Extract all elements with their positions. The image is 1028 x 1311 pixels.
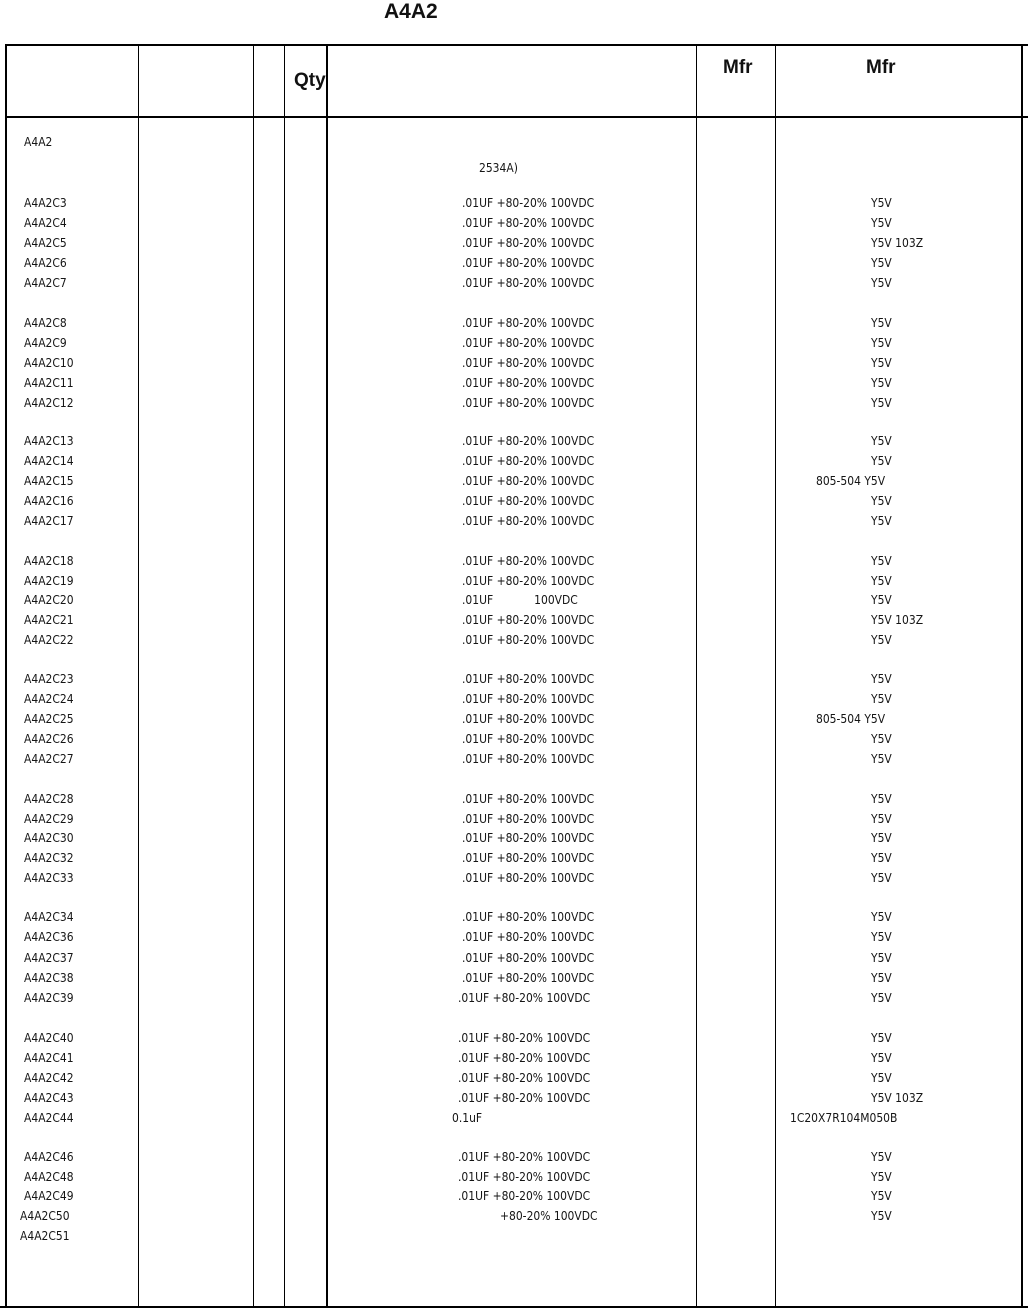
description: .01UF +80-20% 100VDC — [462, 473, 595, 488]
ref-designator: A4A2C49 — [24, 1188, 74, 1203]
mfr-part-number: Y5V — [871, 355, 892, 370]
mfr-part-number: 1C20X7R104M050B — [790, 1110, 898, 1125]
mfr-part-number: Y5V — [871, 1188, 892, 1203]
mfr-part-number: Y5V 103Z — [871, 612, 924, 627]
ref-designator: A4A2C7 — [24, 275, 67, 290]
description: .01UF +80-20% 100VDC — [462, 255, 595, 270]
description: .01UF +80-20% 100VDC — [462, 751, 595, 766]
description: .01UF +80-20% 100VDC — [462, 632, 595, 647]
description: .01UF +80-20% 100VDC — [458, 1050, 591, 1065]
mfr-part-number: Y5V — [871, 791, 892, 806]
ref-designator: A4A2C14 — [24, 453, 74, 468]
mfr-part-number: Y5V — [871, 990, 892, 1005]
mfr-part-number: Y5V — [871, 553, 892, 568]
description: .01UF 100VDC — [462, 592, 578, 607]
description: .01UF +80-20% 100VDC — [462, 830, 595, 845]
ref-designator: A4A2C6 — [24, 255, 67, 270]
ref-designator: A4A2C33 — [24, 870, 74, 885]
mfr-part-number: Y5V — [871, 315, 892, 330]
page-title: A4A2 — [384, 0, 438, 23]
mfr-part-number: Y5V — [871, 215, 892, 230]
ref-designator: A4A2C4 — [24, 215, 67, 230]
ref-designator: A4A2C13 — [24, 433, 74, 448]
mfr-part-number: Y5V — [871, 255, 892, 270]
description: .01UF +80-20% 100VDC — [462, 929, 595, 944]
mfr-part-number: Y5V 103Z — [871, 235, 924, 250]
mfr-part-number: Y5V — [871, 1030, 892, 1045]
description: .01UF +80-20% 100VDC — [462, 215, 595, 230]
ref-designator: A4A2C17 — [24, 513, 74, 528]
ref-designator: A4A2C43 — [24, 1090, 74, 1105]
ref-designator: A4A2C42 — [24, 1070, 74, 1085]
description: .01UF +80-20% 100VDC — [462, 235, 595, 250]
description: .01UF +80-20% 100VDC — [462, 195, 595, 210]
mfr-part-number: Y5V — [871, 1070, 892, 1085]
ref-designator: A4A2C37 — [24, 950, 74, 965]
ref-designator: A4A2C25 — [24, 711, 74, 726]
description: 0.1uF — [452, 1110, 483, 1125]
description: .01UF +80-20% 100VDC — [462, 453, 595, 468]
mfr-part-number: Y5V — [871, 811, 892, 826]
description: .01UF +80-20% 100VDC — [462, 335, 595, 350]
mfr-part-number: Y5V — [871, 592, 892, 607]
mfr-part-number: Y5V — [871, 632, 892, 647]
ref-designator: A4A2C26 — [24, 731, 74, 746]
description: .01UF +80-20% 100VDC — [462, 513, 595, 528]
mfr-part-number: Y5V — [871, 1149, 892, 1164]
mfr-part-number: Y5V — [871, 1050, 892, 1065]
description: .01UF +80-20% 100VDC — [462, 315, 595, 330]
mfr-part-number: Y5V — [871, 909, 892, 924]
qty-column-header: Qty — [294, 70, 326, 91]
ref-designator: A4A2C28 — [24, 791, 74, 806]
ref-designator: A4A2C27 — [24, 751, 74, 766]
mfr-part-number: Y5V — [871, 929, 892, 944]
ref-designator: A4A2 — [24, 134, 53, 149]
description: .01UF +80-20% 100VDC — [462, 731, 595, 746]
description: .01UF +80-20% 100VDC — [462, 671, 595, 686]
description: 2534A) — [479, 160, 518, 175]
ref-designator: A4A2C30 — [24, 830, 74, 845]
description: .01UF +80-20% 100VDC — [458, 1090, 591, 1105]
mfr-part-number: Y5V 103Z — [871, 1090, 924, 1105]
ref-designator: A4A2C36 — [24, 929, 74, 944]
mfr-part-number: Y5V — [871, 493, 892, 508]
ref-designator: A4A2C29 — [24, 811, 74, 826]
description: .01UF +80-20% 100VDC — [462, 950, 595, 965]
description: .01UF +80-20% 100VDC — [462, 395, 595, 410]
ref-designator: A4A2C12 — [24, 395, 74, 410]
description: .01UF +80-20% 100VDC — [462, 850, 595, 865]
description: .01UF +80-20% 100VDC — [462, 811, 595, 826]
description: .01UF +80-20% 100VDC — [458, 990, 591, 1005]
description: .01UF +80-20% 100VDC — [462, 493, 595, 508]
mfr-part-number: Y5V — [871, 870, 892, 885]
mfr-part-number: Y5V — [871, 970, 892, 985]
ref-designator: A4A2C20 — [24, 592, 74, 607]
mfr-code-column-header: Mfr — [723, 57, 753, 78]
mfr-part-number: Y5V — [871, 573, 892, 588]
description: .01UF +80-20% 100VDC — [462, 553, 595, 568]
ref-designator: A4A2C24 — [24, 691, 74, 706]
ref-designator: A4A2C39 — [24, 990, 74, 1005]
ref-designator: A4A2C5 — [24, 235, 67, 250]
ref-designator: A4A2C38 — [24, 970, 74, 985]
ref-designator: A4A2C9 — [24, 335, 67, 350]
ref-designator: A4A2C21 — [24, 612, 74, 627]
ref-designator: A4A2C34 — [24, 909, 74, 924]
mfr-part-number: Y5V — [871, 395, 892, 410]
mfr-part-number: Y5V — [871, 275, 892, 290]
description: .01UF +80-20% 100VDC — [462, 375, 595, 390]
mfr-part-number: Y5V — [871, 751, 892, 766]
mfr-part-number: 805-504 Y5V — [816, 473, 886, 488]
mfr-part-number: Y5V — [871, 850, 892, 865]
ref-designator: A4A2C16 — [24, 493, 74, 508]
ref-designator: A4A2C10 — [24, 355, 74, 370]
mfr-part-number: Y5V — [871, 671, 892, 686]
mfr-part-number: Y5V — [871, 830, 892, 845]
ref-designator: A4A2C3 — [24, 195, 67, 210]
mfr-part-number: Y5V — [871, 513, 892, 528]
ref-designator: A4A2C8 — [24, 315, 67, 330]
ref-designator: A4A2C51 — [20, 1228, 70, 1243]
ref-designator: A4A2C22 — [24, 632, 74, 647]
ref-designator: A4A2C48 — [24, 1169, 74, 1184]
mfr-part-number: Y5V — [871, 375, 892, 390]
ref-designator: A4A2C41 — [24, 1050, 74, 1065]
ref-designator: A4A2C11 — [24, 375, 74, 390]
mfr-part-number: 805-504 Y5V — [816, 711, 886, 726]
ref-designator: A4A2C19 — [24, 573, 74, 588]
ref-designator: A4A2C46 — [24, 1149, 74, 1164]
ref-designator: A4A2C23 — [24, 671, 74, 686]
ref-designator: A4A2C32 — [24, 850, 74, 865]
mfr-part-number: Y5V — [871, 1169, 892, 1184]
description: .01UF +80-20% 100VDC — [458, 1070, 591, 1085]
mfr-part-number: Y5V — [871, 335, 892, 350]
mfr-part-number: Y5V — [871, 453, 892, 468]
description: .01UF +80-20% 100VDC — [462, 909, 595, 924]
ref-designator: A4A2C40 — [24, 1030, 74, 1045]
description: .01UF +80-20% 100VDC — [462, 355, 595, 370]
description: .01UF +80-20% 100VDC — [462, 573, 595, 588]
mfr-part-number: Y5V — [871, 950, 892, 965]
description: .01UF +80-20% 100VDC — [458, 1030, 591, 1045]
description: .01UF +80-20% 100VDC — [462, 711, 595, 726]
description: .01UF +80-20% 100VDC — [458, 1169, 591, 1184]
description: .01UF +80-20% 100VDC — [462, 433, 595, 448]
description: .01UF +80-20% 100VDC — [462, 791, 595, 806]
description: .01UF +80-20% 100VDC — [462, 612, 595, 627]
ref-designator: A4A2C50 — [20, 1208, 70, 1223]
description: .01UF +80-20% 100VDC — [458, 1149, 591, 1164]
ref-designator: A4A2C18 — [24, 553, 74, 568]
mfr-part-number: Y5V — [871, 1208, 892, 1223]
mfr-part-number: Y5V — [871, 731, 892, 746]
mfr-part-number: Y5V — [871, 433, 892, 448]
mfr-part-number: Y5V — [871, 691, 892, 706]
description: .01UF +80-20% 100VDC — [462, 870, 595, 885]
ref-designator: A4A2C44 — [24, 1110, 74, 1125]
description: .01UF +80-20% 100VDC — [462, 970, 595, 985]
description: .01UF +80-20% 100VDC — [462, 275, 595, 290]
description: .01UF +80-20% 100VDC — [462, 691, 595, 706]
description: +80-20% 100VDC — [500, 1208, 598, 1223]
description: .01UF +80-20% 100VDC — [458, 1188, 591, 1203]
mfr-part-column-header: Mfr — [866, 57, 896, 78]
ref-designator: A4A2C15 — [24, 473, 74, 488]
mfr-part-number: Y5V — [871, 195, 892, 210]
